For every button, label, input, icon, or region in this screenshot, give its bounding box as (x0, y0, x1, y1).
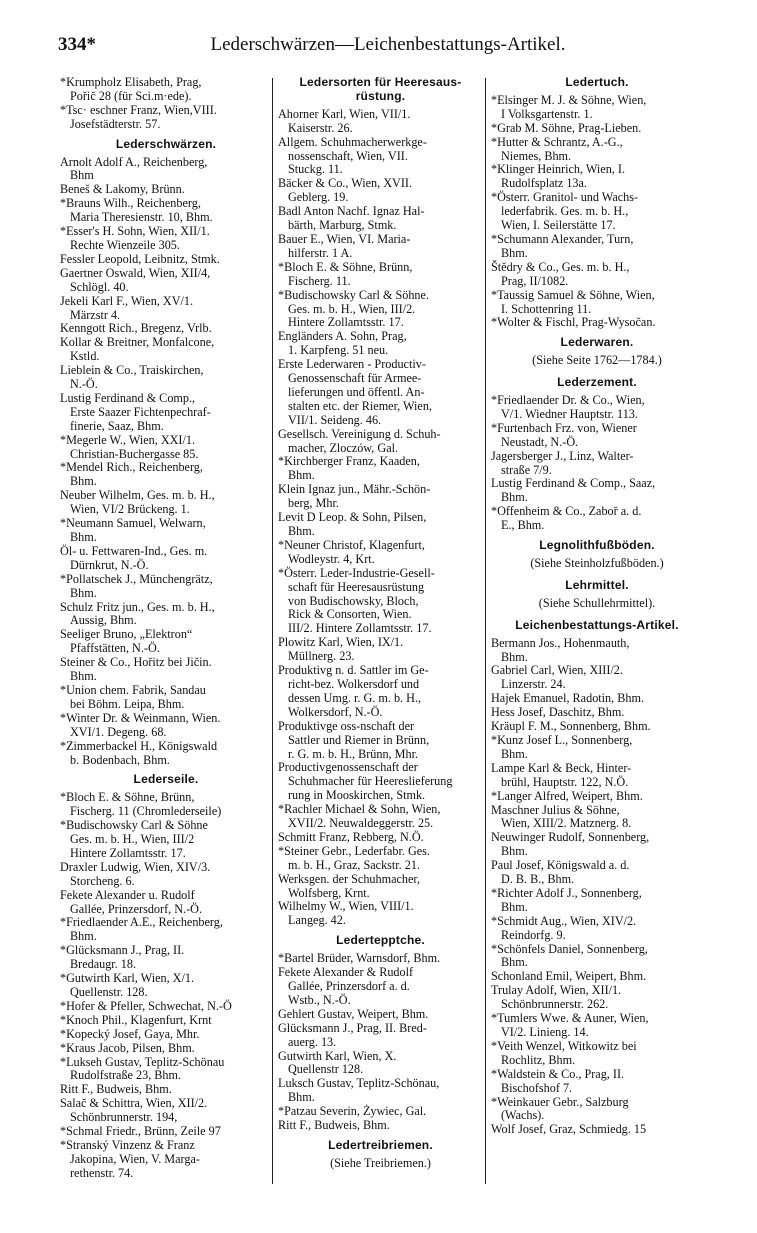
directory-entry: *Taussig Samuel & Söhne, Wien, I. Schottenring 11. (491, 287, 655, 316)
directory-entry: *Bartel Brüder, Warnsdorf, Bhm. (278, 951, 441, 966)
directory-entry: *Furtenbach Frz. von, Wiener Neustadt, N.-Ö. (491, 420, 637, 449)
section-heading: Lederwaren. (560, 335, 634, 350)
directory-entry: *Glücksmann J., Prag, II. Bredaugr. 18. (60, 943, 185, 972)
directory-entry: *Pollatschek J., Münchengrätz, Bhm. (60, 571, 213, 600)
directory-entry: Allgem. Schuhmacherwerkge- nossenschaft, Wien, VII. Stuckg. 11. (278, 134, 427, 177)
directory-entry: *Elsinger M. J. & Söhne, Wien, I Volksgartenstr. 1. (491, 92, 647, 121)
directory-entry: Jagersberger J., Linz, Walter- straße 7/9. (491, 448, 634, 477)
directory-entry: Wolf Josef, Graz, Schmiedg. 15 (491, 1122, 647, 1137)
page-number: 334* (58, 34, 96, 55)
directory-entry: Werksgen. der Schuhmacher, Wolfsberg, Krnt. (278, 871, 421, 900)
directory-entry: *Gutwirth Karl, Wien, X/1. Quellenstr. 128. (60, 971, 195, 999)
directory-entry: *Österr. Leder-Industrie-Gesell- schaft für Heeresausrüstung von Budischowsky, Bloch, Rick & Consorten, Wien. III/2. Hintere Zollamtsstr. 17. (278, 565, 435, 636)
directory-entry: Luksch Gustav, Teplitz-Schönau, Bhm. (278, 1076, 440, 1105)
directory-entry: *Zimmerbackel H., Königswald b. Bodenbach, Bhm. (60, 738, 218, 767)
directory-entry: Salač & Schittra, Wien, XII/2. Schönbrunnerstr. 194, (60, 1096, 208, 1125)
directory-entry: Schmitt Franz, Rebberg, N.Ö. (278, 829, 424, 844)
directory-entry: Fessler Leopold, Leibnitz, Stmk. (60, 251, 220, 266)
directory-entry: *Lukseh Gustav, Teplitz-Schönau Rudolfstraße 23, Bhm. (60, 1054, 225, 1083)
directory-entry: *Budischowsky Carl & Söhne. Ges. m. b. H., Wien, III/2. Hintere Zollamtsstr. 17. (278, 287, 429, 330)
directory-entry: Ritt F., Budweis, Bhm. (278, 1118, 390, 1133)
section-heading: Ledertuch. (565, 76, 629, 89)
directory-entry: Gutwirth Karl, Wien, X. Quellenstr 128. (278, 1048, 397, 1077)
column-middle (278, 76, 483, 1186)
directory-entry: *Bloch E. & Söhne, Brünn, Fischerg. 11. (278, 259, 413, 288)
section-heading: Lederschwärzen. (115, 136, 217, 151)
cross-reference-note: (Siehe Treibriemen.) (330, 1155, 431, 1170)
directory-entry: *Tsc· eschner Franz, Wien,VIII. Josefstädterstr. 57. (60, 102, 217, 131)
directory-entry: Lieblein & Co., Traiskirchen, N.-Ö. (60, 363, 204, 392)
directory-entry: *Knoch Phil., Klagenfurt, Krnt (60, 1012, 212, 1027)
directory-entry: *Kunz Josef L., Sonnenberg, Bhm. (491, 732, 633, 761)
directory-entry: *Tumlers Wwe. & Auner, Wien, VI/2. Linieng. 14. (491, 1011, 649, 1039)
directory-entry: Öl- u. Fettwaren-Ind., Ges. m. Dürnkrut, N.-Ö. (60, 543, 208, 572)
directory-entry: Glücksmann J., Prag, II. Bred- auerg. 13. (278, 1020, 427, 1049)
directory-entry: *Megerle W., Wien, XXI/1. Christian-Buchergasse 85. (60, 432, 199, 461)
directory-entry: *Esser's H. Sohn, Wien, XII/1. Rechte Wienzeile 305. (60, 224, 210, 252)
directory-entry: Beneš & Lakomy, Brünn. (60, 182, 185, 197)
directory-entry: *Schumann Alexander, Turn, Bhm. (491, 231, 634, 260)
directory-entry: *Rachler Michael & Sohn, Wien, XVII/2. Neuwaldeggerstr. 25. (278, 802, 441, 831)
directory-entry: *Neuner Christof, Klagenfurt, Wodleystr. 4, Krt. (278, 537, 425, 566)
directory-entry: *Schmidt Aug., Wien, XIV/2. Reindorfg. 9. (491, 913, 637, 942)
directory-entry: *Hutter & Schrantz, A.-G., Niemes, Bhm. (491, 134, 623, 163)
directory-entry: Hajek Emanuel, Radotin, Bhm. (491, 691, 644, 706)
directory-entry: *Weinkauer Gebr., Salzburg (Wachs). (491, 1094, 629, 1123)
directory-entry: *Patzau Severin, Żywiec, Gal. (278, 1104, 427, 1119)
directory-entry: Neuber Wilhelm, Ges. m. b. H., Wien, VI/2 Brückeng. 1. (60, 488, 215, 517)
cross-reference-note: (Siehe Schullehrmittel). (538, 595, 656, 610)
directory-entry: *Klinger Heinrich, Wien, I. Rudolfsplatz 13a. (491, 162, 625, 191)
directory-entry: *Richter Adolf J., Sonnenberg, Bhm. (491, 885, 642, 914)
directory-entry: *Mendel Rich., Reichenberg, Bhm. (60, 460, 203, 489)
cross-reference-note: (Siehe Steinholzfußböden.) (530, 556, 664, 570)
directory-entry: *Österr. Granitol- und Wachs- lederfabrik. Ges. m. b. H., Wien, I. Seilerstätte 17. (491, 190, 639, 233)
page-title: Lederschwärzen—Leichenbestattungs-Artikel. (210, 34, 566, 55)
page-header (58, 34, 718, 60)
directory-entry: Schulz Fritz jun., Ges. m. b. H., Aussig, Bhm. (60, 599, 215, 628)
section-heading: Lederseile. (133, 772, 199, 787)
directory-entry: *Schönfels Daniel, Sonnenberg, Bhm. (491, 941, 648, 970)
directory-entry: Gehlert Gustav, Weipert, Bhm. (278, 1006, 429, 1021)
directory-entry: *Grab M. Söhne, Prag-Lieben. (491, 120, 642, 135)
directory-entry: *Friedlaender A.E., Reichenberg, Bhm. (60, 915, 223, 944)
directory-entry: *Schmal Friedr., Brünn, Zeile 97 (60, 1124, 221, 1139)
section-heading: Lehrmittel. (565, 577, 629, 592)
directory-entry: Plowitz Karl, Wien, IX/1. Müllnerg. 23. (278, 635, 404, 664)
directory-entry: *Offenheim & Co., Zaboř a. d. E., Bhm. (491, 504, 642, 533)
directory-entry: Maschner Julius & Söhne, Wien, XIII/2. Matznerg. 8. (491, 802, 632, 831)
directory-entry: Fekete Alexander & Rudolf Gallée, Prinzersdorf a. d. Wstb., N.-Ö. (278, 965, 414, 1007)
directory-entry: Erste Lederwaren - Productiv- Genossenschaft für Armee- lieferungen und öffentl. An- stalten etc. der Riemer, Wien, VII/1. Seideng. 46. (278, 357, 432, 427)
column-divider (485, 78, 486, 1184)
directory-entry: Kenngott Rich., Bregenz, Vrlb. (60, 321, 212, 336)
directory-entry: Engländers A. Sohn, Prag, 1. Karpfeng. 51 neu. (278, 329, 407, 358)
directory-entry: *Waldstein & Co., Prag, II. Bischofshof 7. (491, 1066, 625, 1095)
directory-entry: *Union chem. Fabrik, Sandau bei Böhm. Leipa, Bhm. (60, 682, 206, 711)
directory-entry: *Kraus Jacob, Pilsen, Bhm. (60, 1040, 195, 1055)
section-heading: Ledertreibriemen. (328, 1137, 433, 1152)
directory-entry: Kollar & Breitner, Monfalcone, Kstld. (60, 335, 215, 364)
directory-entry: *Kirchberger Franz, Kaaden, Bhm. (278, 454, 420, 483)
directory-entry: *Stranský Vinzenz & Franz Jakopina, Wien, V. Marga- rethenstr. 74. (60, 1137, 200, 1180)
section-heading: Lederzement. (557, 375, 637, 390)
directory-entry: Seeliger Bruno, „Elektron“ Pfaffstätten, N.-Ö. (60, 627, 193, 656)
cross-reference-note: (Siehe Seite 1762—1784.) (532, 353, 662, 368)
directory-entry: *Kopecký Josef, Gaya, Mhr. (60, 1026, 200, 1041)
directory-entry: Paul Josef, Königswald a. d. D. B. B., Bhm. (491, 858, 630, 887)
directory-entry: Klein Ignaz jun., Mähr.-Schön- berg, Mhr. (278, 482, 431, 511)
column-divider (272, 78, 273, 1184)
directory-entry: Badl Anton Nachf. Ignaz Hal- bärth, Marburg, Stmk. (278, 204, 425, 233)
directory-entry: Lustig Ferdinand & Comp., Saaz, Bhm. (491, 476, 656, 505)
directory-entry: *Neumann Samuel, Welwarn, Bhm. (60, 516, 206, 544)
column-right (491, 76, 703, 1186)
directory-entry: Hess Josef, Daschitz, Bhm. (491, 705, 625, 720)
directory-entry: Produktivg n. d. Sattler im Ge- richt-bez. Wolkersdorf und dessen Umg. r. G. m. b. H., Wolkersdorf, N.-Ö. (278, 663, 429, 719)
directory-entry: Štědry & Co., Ges. m. b. H., Prag, II/1082. (491, 259, 630, 288)
directory-entry: Bauer E., Wien, VI. Maria- hilferstr. 1 A. (278, 231, 411, 260)
directory-entry: Gabriel Carl, Wien, XIII/2. Linzerstr. 24. (491, 663, 623, 692)
directory-entry: Wilhelmy W., Wien, VIII/1. Langeg. 42. (278, 899, 414, 928)
directory-entry: Ahorner Karl, Wien, VII/1. Kaiserstr. 26. (278, 106, 411, 135)
section-heading: Ledertepptche. (336, 933, 425, 948)
directory-entry: Trulay Adolf, Wien, XII/1. Schönbrunnerstr. 262. (491, 983, 622, 1012)
directory-entry: Schonland Emil, Weipert, Bhm. (491, 969, 647, 984)
directory-entry: *Friedlaender Dr. & Co., Wien, V/1. Wiedner Hauptstr. 113. (491, 393, 645, 421)
directory-entry: Ritt F., Budweis, Bhm. (60, 1082, 172, 1097)
directory-entry: Jekeli Karl F., Wien, XV/1. Märzstr 4. (60, 293, 194, 322)
directory-entry: Fekete Alexander u. Rudolf Gallée, Prinzersdorf, N.-Ö. (60, 887, 202, 916)
directory-entry: *Budischowsky Carl & Söhne Ges. m. b. H., Wien, III/2 Hintere Zollamtsstr. 17. (60, 818, 208, 860)
directory-entry: *Winter Dr. & Weinmann, Wien. XVI/1. Degeng. 68. (60, 710, 221, 739)
directory-entry: *Steiner Gebr., Lederfabr. Ges. m. b. H., Graz, Sackstr. 21. (278, 843, 430, 872)
section-heading: Ledersorten für Heeresaus- rüstung. (299, 76, 462, 103)
directory-entry: *Veith Wenzel, Witkowitz bei Rochlitz, Bhm. (491, 1038, 637, 1067)
directory-entry: *Langer Alfred, Weipert, Bhm. (491, 788, 643, 803)
directory-entry: Kräupl F. M., Sonnenberg, Bhm. (491, 719, 651, 734)
directory-entry: Bermann Jos., Hohenmauth, Bhm. (491, 635, 630, 664)
directory-entry: Gesellsch. Vereinigung d. Schuh- macher, Zloczów, Gal. (278, 426, 441, 455)
directory-entry: Lampe Karl & Beck, Hinter- brühl, Hauptstr. 122, N.Ö. (491, 760, 632, 789)
section-heading: Leichenbestattungs-Artikel. (515, 617, 679, 632)
directory-entry: *Bloch E. & Söhne, Brünn, Fischerg. 11 (Chromlederseile) (60, 790, 222, 819)
section-heading: Legnolithfußböden. (539, 538, 655, 553)
directory-entry: Productivgenossenschaft der Schuhmacher für Heereslieferung rung in Mooskirchen, Stmk. (278, 760, 453, 803)
directory-entry: Gaertner Oswald, Wien, XII/4, Schlögl. 40. (60, 265, 211, 294)
directory-entry: Draxler Ludwig, Wien, XIV/3. Storcheng. 6. (60, 859, 211, 888)
directory-entry: *Wolter & Fischl, Prag-Wysočan. (491, 315, 656, 330)
directory-entry: Bäcker & Co., Wien, XVII. Geblerg. 19. (278, 176, 412, 205)
directory-entry: *Hofer & Pfeller, Schwechat, N.-Ö (60, 998, 232, 1013)
directory-entry: Arnolt Adolf A., Reichenberg, Bhm (60, 154, 208, 183)
directory-entry: *Krumpholz Elisabeth, Prag, Pořič 28 (für Sci.m·ede). (60, 76, 202, 103)
directory-entry: Neuwinger Rudolf, Sonnenberg, Bhm. (491, 830, 650, 859)
column-left (60, 76, 272, 1186)
directory-entry: Steiner & Co., Hořitz bei Jičin. Bhm. (60, 655, 212, 684)
directory-entry: Levit D Leop. & Sohn, Pilsen, Bhm. (278, 510, 427, 538)
directory-entry: *Brauns Wilh., Reichenberg, Maria Theresienstr. 10, Bhm. (60, 196, 213, 225)
directory-entry: Produktivge oss-nschaft der Sattler und Riemer in Brünn, r. G. m. b. H., Brünn, Mhr. (278, 718, 430, 761)
directory-entry: Lustig Ferdinand & Comp., Erste Saazer Fichtenpechraf- finerie, Saaz, Bhm. (60, 390, 211, 433)
